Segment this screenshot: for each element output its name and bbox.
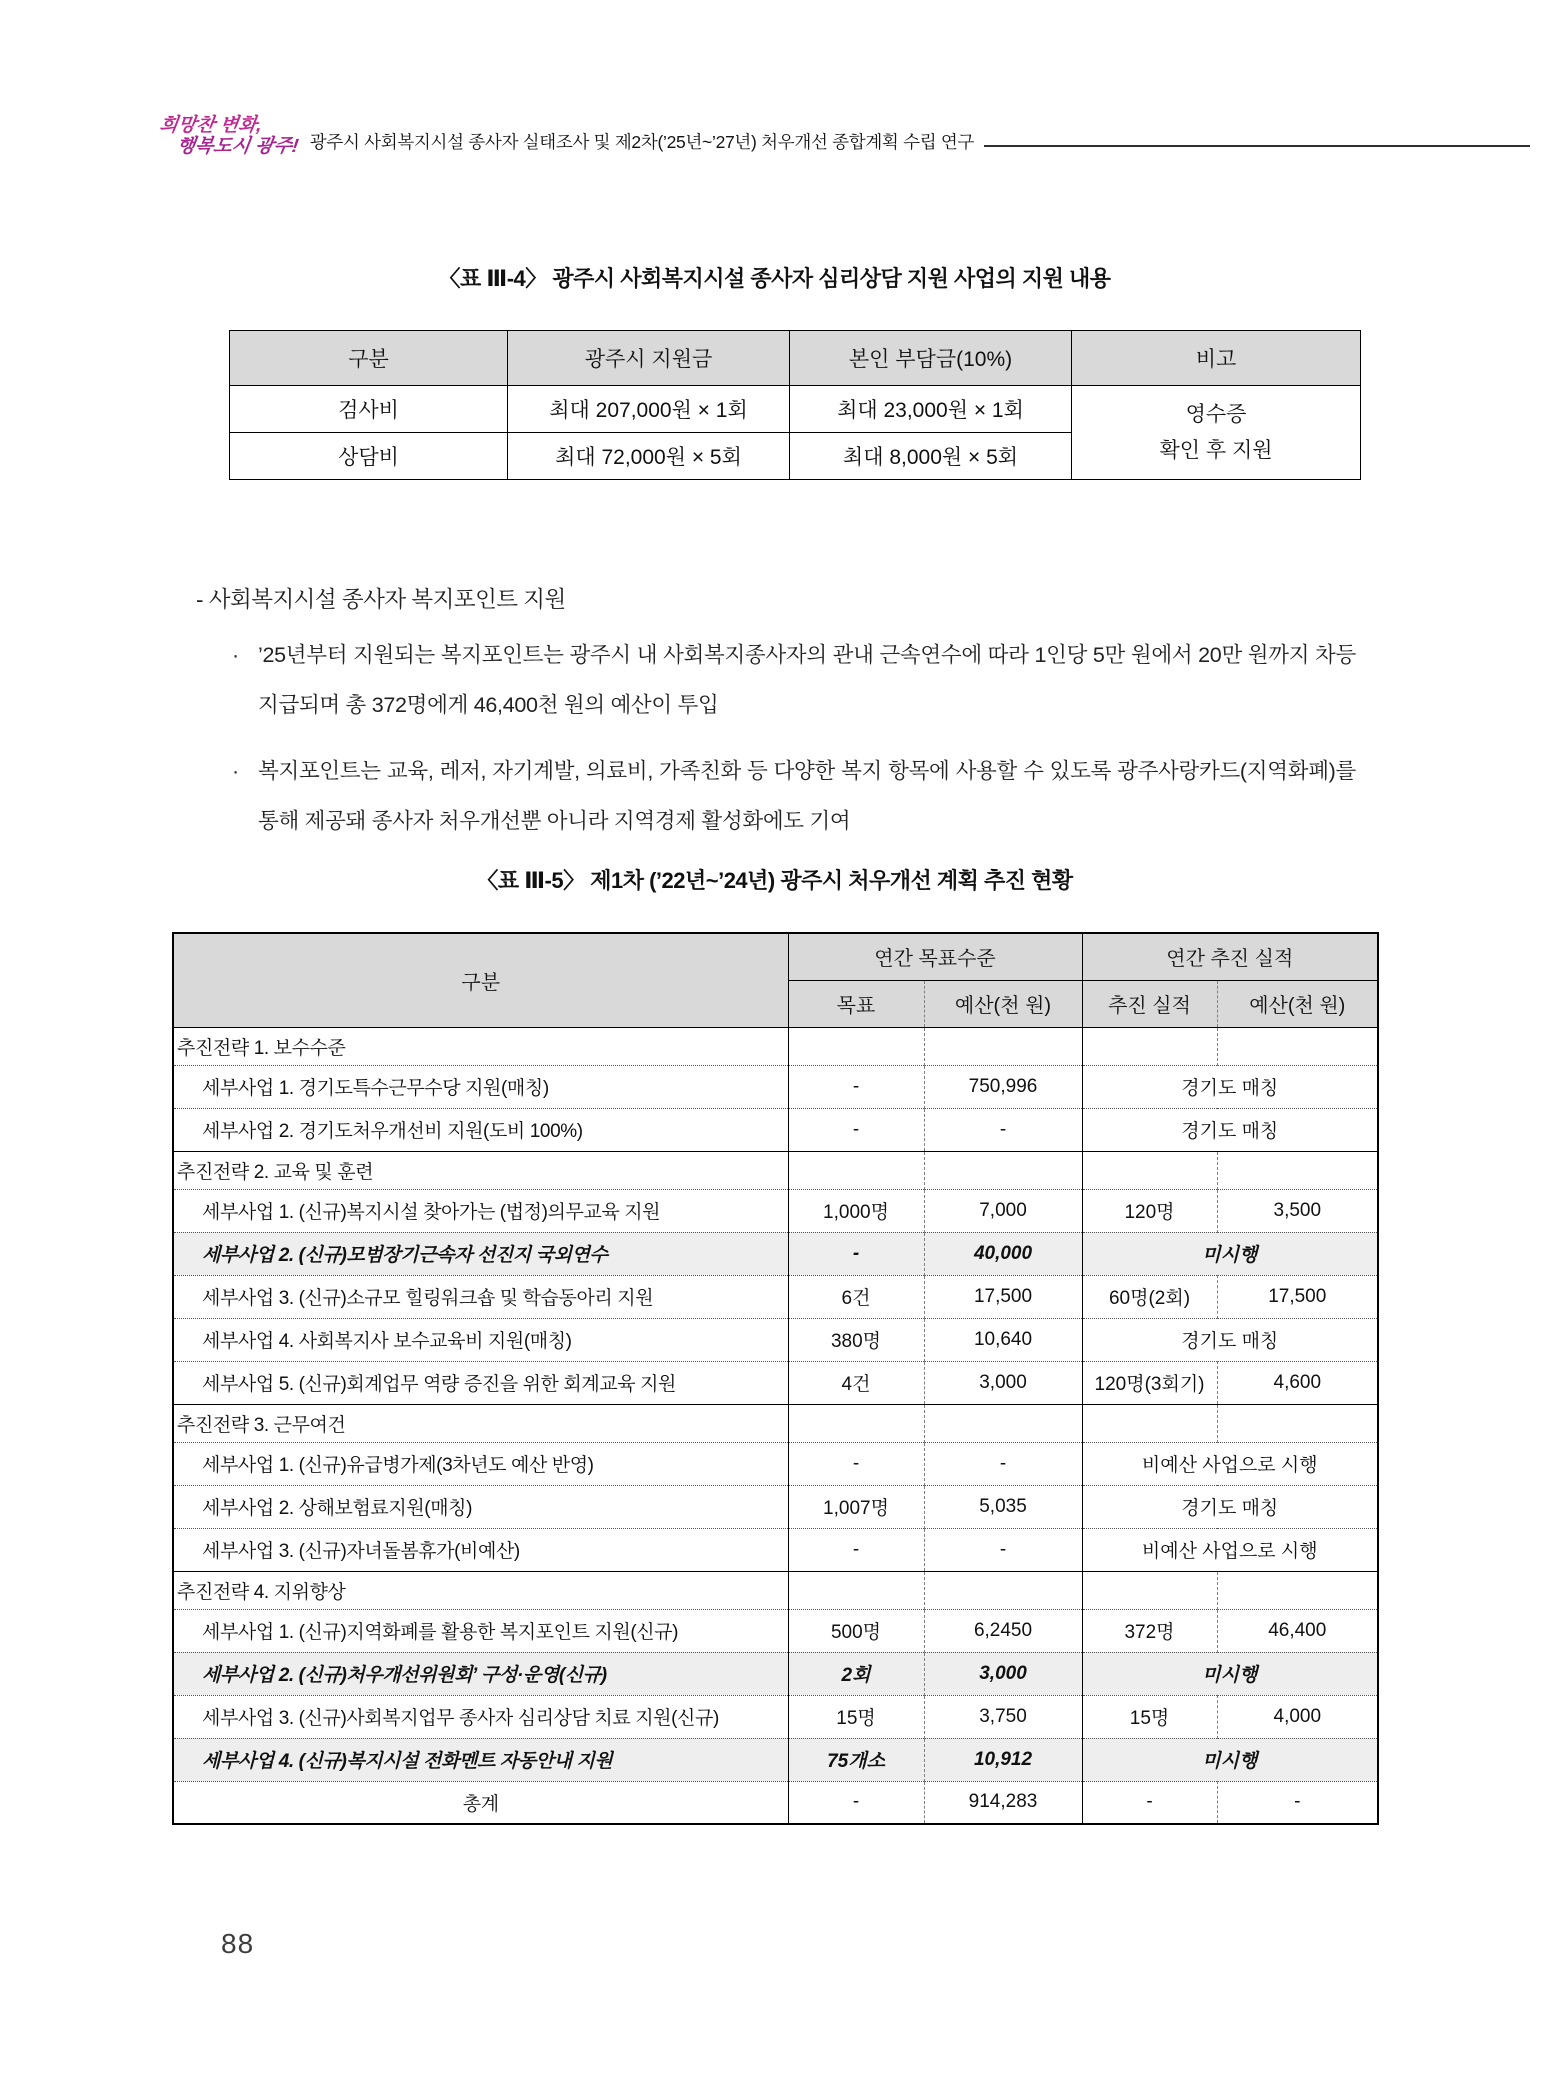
cell-goal: - <box>788 1108 924 1151</box>
cell-actual-merged: 비예산 사업으로 시행 <box>1082 1528 1378 1571</box>
cell-actual: 372명 <box>1082 1609 1217 1652</box>
bullet-item <box>196 630 1356 730</box>
col-header-actual: 추진 실적 <box>1082 980 1217 1027</box>
cell-goal-budget: - <box>924 1528 1082 1571</box>
cell-actual-merged: 미시행 <box>1082 1232 1378 1275</box>
table-row <box>173 1528 1378 1571</box>
cell-goal: 75개소 <box>788 1738 924 1781</box>
cell-actual: 120명(3회기) <box>1082 1361 1217 1404</box>
col-header-note: 비고 <box>1072 331 1361 386</box>
bullet-item <box>196 746 1356 846</box>
support-content-table <box>229 330 1361 480</box>
table2-caption: 〈표 Ⅲ-5〉 제1차 (’22년~’24년) 광주시 처우개선 계획 추진 현황 <box>476 868 1073 893</box>
cell-label: 세부사업 3. (신규)사회복지업무 종사자 심리상담 치료 지원(신규) <box>173 1695 788 1738</box>
note-line2: 확인 후 지원 <box>1159 438 1273 462</box>
highlighted-row <box>173 1652 1378 1695</box>
cell-goal-budget: 3,750 <box>924 1695 1082 1738</box>
section-row <box>173 1571 1378 1609</box>
cell-actual: 120명 <box>1082 1189 1217 1232</box>
cell-actual-merged: 경기도 매칭 <box>1082 1485 1378 1528</box>
cell-label: 세부사업 1. (신규)복지시설 찾아가는 (법정)의무교육 지원 <box>173 1189 788 1232</box>
page-header <box>158 116 1530 157</box>
logo-line1: 희망찬 변화, <box>158 115 264 136</box>
cell-actual-budget <box>1217 1571 1378 1609</box>
cell-actual-merged: 비예산 사업으로 시행 <box>1082 1442 1378 1485</box>
cell-goal: - <box>788 1528 924 1571</box>
col-header-city-support: 광주시 지원금 <box>508 331 790 386</box>
cell-goal: - <box>788 1065 924 1108</box>
header-rule <box>984 145 1530 147</box>
page-number: 88 <box>221 1928 255 1959</box>
cell-goal: 15명 <box>788 1695 924 1738</box>
cell-goal-budget: - <box>924 1442 1082 1485</box>
col-header-actual-group: 연간 추진 실적 <box>1082 933 1378 980</box>
table-row <box>173 1189 1378 1232</box>
bullet-text: 복지포인트는 교육, 레저, 자기계발, 의료비, 가족친화 등 다양한 복지 항목에 사용할 수 있도록 광주사랑카드(지역화폐)를 통해 제공돼 종사자 처우개선뿐 아니라 지역경제 활성화에도 기여 <box>258 759 1356 833</box>
cell-actual-merged: 경기도 매칭 <box>1082 1318 1378 1361</box>
cell-actual-merged: 경기도 매칭 <box>1082 1108 1378 1151</box>
cell-goal-budget: 40,000 <box>924 1232 1082 1275</box>
cell-label: 추진전략 2. 교육 및 훈련 <box>173 1151 788 1189</box>
bullet-marker: · <box>232 643 239 667</box>
table-row <box>173 1318 1378 1361</box>
cell-label: 상담비 <box>230 433 508 480</box>
document-title: 광주시 사회복지시설 종사자 실태조사 및 제2차(’25년~’27년) 처우개선 종합계획 수립 연구 <box>309 132 975 153</box>
cell-label: 검사비 <box>230 386 508 433</box>
section-row <box>173 1151 1378 1189</box>
table-row <box>173 1361 1378 1404</box>
cell-self-pay: 최대 23,000원 × 1회 <box>790 386 1072 433</box>
cell-label: 추진전략 1. 보수수준 <box>173 1027 788 1065</box>
section-heading: - 사회복지시설 종사자 복지포인트 지원 <box>196 587 566 612</box>
bullet-text: ’25년부터 지원되는 복지포인트는 광주시 내 사회복지종사자의 관내 근속연수에 따라 1인당 5만 원에서 20만 원까지 차등지급되며 총 372명에게 46,400천 원의 예산이 투입 <box>258 643 1356 717</box>
cell-goal <box>788 1151 924 1189</box>
table-row <box>230 386 1361 433</box>
cell-actual: 60명(2회) <box>1082 1275 1217 1318</box>
cell-self-pay: 최대 8,000원 × 5회 <box>790 433 1072 480</box>
cell-goal-budget <box>924 1027 1082 1065</box>
table-row <box>173 1485 1378 1528</box>
note-line1: 영수증 <box>1185 402 1247 426</box>
table-header-row <box>173 933 1378 980</box>
cell-goal: 1,007명 <box>788 1485 924 1528</box>
cell-city-support: 최대 72,000원 × 5회 <box>508 433 790 480</box>
cell-goal-budget: 10,640 <box>924 1318 1082 1361</box>
cell-goal: 380명 <box>788 1318 924 1361</box>
cell-actual-budget: 4,600 <box>1217 1361 1378 1404</box>
city-slogan-logo <box>155 116 303 157</box>
welfare-point-section <box>196 582 1371 846</box>
cell-actual-budget: 17,500 <box>1217 1275 1378 1318</box>
table-row <box>173 1442 1378 1485</box>
cell-goal: 500명 <box>788 1609 924 1652</box>
total-row <box>173 1781 1378 1824</box>
cell-actual <box>1082 1027 1217 1065</box>
section-row <box>173 1027 1378 1065</box>
cell-actual <box>1082 1404 1217 1442</box>
cell-label: 세부사업 4. 사회복지사 보수교육비 지원(매칭) <box>173 1318 788 1361</box>
cell-goal-budget: 3,000 <box>924 1652 1082 1695</box>
table-row <box>173 1065 1378 1108</box>
cell-goal <box>788 1027 924 1065</box>
cell-actual-budget: 3,500 <box>1217 1189 1378 1232</box>
cell-goal-budget: 3,000 <box>924 1361 1082 1404</box>
col-header-goal-budget: 예산(천 원) <box>924 980 1082 1027</box>
cell-goal-budget: 5,035 <box>924 1485 1082 1528</box>
table-row <box>173 1609 1378 1652</box>
cell-label: 추진전략 3. 근무여건 <box>173 1404 788 1442</box>
cell-goal-budget <box>924 1151 1082 1189</box>
cell-goal: - <box>788 1781 924 1824</box>
table-row <box>173 1695 1378 1738</box>
col-header-gubun: 구분 <box>230 331 508 386</box>
cell-goal-budget: - <box>924 1108 1082 1151</box>
col-header-self-pay: 본인 부담금(10%) <box>790 331 1072 386</box>
cell-goal: 4건 <box>788 1361 924 1404</box>
cell-goal-budget <box>924 1571 1082 1609</box>
cell-label: 세부사업 3. (신규)자녀돌봄휴가(비예산) <box>173 1528 788 1571</box>
cell-goal-budget: 7,000 <box>924 1189 1082 1232</box>
cell-label: 세부사업 4. (신규)복지시설 전화멘트 자동안내 지원 <box>173 1738 788 1781</box>
highlighted-row <box>173 1738 1378 1781</box>
cell-goal: 6건 <box>788 1275 924 1318</box>
highlighted-row <box>173 1232 1378 1275</box>
cell-actual <box>1082 1571 1217 1609</box>
cell-goal: 2회 <box>788 1652 924 1695</box>
cell-label: 세부사업 2. (신규)처우개선위원회’ 구성·운영(신규) <box>173 1652 788 1695</box>
cell-goal <box>788 1571 924 1609</box>
cell-label: 세부사업 2. (신규)모범장기근속자 선진지 국외연수 <box>173 1232 788 1275</box>
cell-actual-budget: 46,400 <box>1217 1609 1378 1652</box>
cell-goal: - <box>788 1232 924 1275</box>
cell-goal-budget: 750,996 <box>924 1065 1082 1108</box>
cell-goal-budget: 914,283 <box>924 1781 1082 1824</box>
col-header-goal: 목표 <box>788 980 924 1027</box>
table-row <box>173 1275 1378 1318</box>
section-row <box>173 1404 1378 1442</box>
cell-label: 세부사업 3. (신규)소규모 힐링워크숍 및 학습동아리 지원 <box>173 1275 788 1318</box>
bullet-marker: · <box>232 759 239 783</box>
cell-actual-budget: 4,000 <box>1217 1695 1378 1738</box>
cell-label: 세부사업 2. 상해보험료지원(매칭) <box>173 1485 788 1528</box>
cell-goal-budget: 6,2450 <box>924 1609 1082 1652</box>
cell-actual-budget <box>1217 1027 1378 1065</box>
cell-note <box>1072 386 1361 480</box>
col-header-gubun: 구분 <box>173 933 788 1027</box>
table-row <box>173 1108 1378 1151</box>
cell-label: 세부사업 1. (신규)유급병가제(3차년도 예산 반영) <box>173 1442 788 1485</box>
cell-label: 세부사업 1. (신규)지역화폐를 활용한 복지포인트 지원(신규) <box>173 1609 788 1652</box>
cell-label: 세부사업 5. (신규)회계업무 역량 증진을 위한 회계교육 지원 <box>173 1361 788 1404</box>
cell-label: 세부사업 1. 경기도특수근무수당 지원(매칭) <box>173 1065 788 1108</box>
col-header-actual-budget: 예산(천 원) <box>1217 980 1378 1027</box>
table1-caption: 〈표 Ⅲ-4〉 광주시 사회복지시설 종사자 심리상담 지원 사업의 지원 내용 <box>438 266 1111 291</box>
cell-actual <box>1082 1151 1217 1189</box>
cell-city-support: 최대 207,000원 × 1회 <box>508 386 790 433</box>
cell-goal: 1,000명 <box>788 1189 924 1232</box>
cell-label: 세부사업 2. 경기도처우개선비 지원(도비 100%) <box>173 1108 788 1151</box>
cell-goal <box>788 1404 924 1442</box>
cell-goal-budget: 17,500 <box>924 1275 1082 1318</box>
col-header-goal-group: 연간 목표수준 <box>788 933 1082 980</box>
cell-actual: 15명 <box>1082 1695 1217 1738</box>
cell-goal-budget: 10,912 <box>924 1738 1082 1781</box>
cell-label: 추진전략 4. 지위향상 <box>173 1571 788 1609</box>
cell-label: 총계 <box>173 1781 788 1824</box>
cell-actual-merged: 미시행 <box>1082 1652 1378 1695</box>
table-header-row <box>230 331 1361 386</box>
cell-actual-budget <box>1217 1404 1378 1442</box>
cell-actual: - <box>1082 1781 1217 1824</box>
cell-actual-merged: 미시행 <box>1082 1738 1378 1781</box>
cell-goal: - <box>788 1442 924 1485</box>
cell-actual-budget <box>1217 1151 1378 1189</box>
cell-goal-budget <box>924 1404 1082 1442</box>
cell-actual-merged: 경기도 매칭 <box>1082 1065 1378 1108</box>
logo-line2: 행복도시 광주! <box>175 135 300 157</box>
cell-actual-budget: - <box>1217 1781 1378 1824</box>
plan-progress-table <box>172 932 1379 1825</box>
